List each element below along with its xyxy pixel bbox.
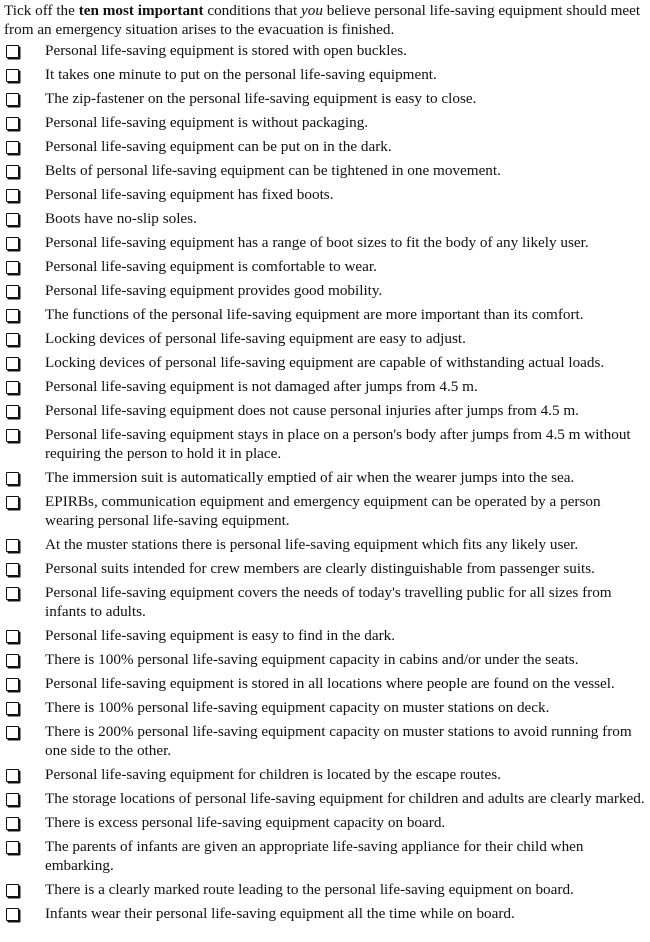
- checklist-item: [4, 353, 650, 372]
- checklist-item: [4, 137, 650, 156]
- checkbox-icon[interactable]: [6, 333, 19, 346]
- checklist-item: [4, 377, 650, 396]
- checklist-item: [4, 722, 650, 760]
- checklist-item: [4, 257, 650, 276]
- checklist-item-label: The zip-fastener on the personal life-saving equipment is easy to close.: [45, 90, 477, 107]
- checkbox-icon[interactable]: [6, 381, 19, 394]
- checklist-item-label: Locking devices of personal life-saving equipment are capable of withstanding actual loads.: [45, 354, 605, 371]
- instructions-italic: you: [301, 2, 323, 19]
- checkbox-icon[interactable]: [6, 405, 19, 418]
- checklist-item-label: There is 200% personal life-saving equipment capacity on muster stations to avoid running from one side to the other.: [45, 723, 632, 759]
- checklist-item-label: The parents of infants are given an appropriate life-saving appliance for their child when embarking.: [45, 838, 584, 874]
- checkbox-icon[interactable]: [6, 884, 19, 897]
- checkbox-icon[interactable]: [6, 769, 19, 782]
- checklist-item: [4, 113, 650, 132]
- checklist-item-label: There is 100% personal life-saving equipment capacity in cabins and/or under the seats.: [45, 651, 579, 668]
- checklist-item: [4, 674, 650, 693]
- checklist-item-label: Personal life-saving equipment stays in place on a person's body after jumps from 4.5 m without requiring the person to hold it in place.: [45, 426, 631, 462]
- checkbox-icon[interactable]: [6, 357, 19, 370]
- instructions-text-2: conditions that: [203, 2, 301, 19]
- checkbox-icon[interactable]: [6, 309, 19, 322]
- checklist-item: [4, 765, 650, 784]
- checkbox-icon[interactable]: [6, 630, 19, 643]
- checkbox-icon[interactable]: [6, 117, 19, 130]
- checklist-item: [4, 837, 650, 875]
- checklist-item: [4, 305, 650, 324]
- checklist-item: [4, 329, 650, 348]
- checklist-item-label: Locking devices of personal life-saving equipment are easy to adjust.: [45, 330, 466, 347]
- instructions-text-3: believe personal life-saving equipment should meet from an emergency situation arises to the evacuation is finished.: [4, 2, 641, 38]
- checklist-item-label: At the muster stations there is personal life-saving equipment which fits any likely user.: [45, 536, 579, 553]
- checklist-item-label: Personal life-saving equipment provides good mobility.: [45, 282, 383, 299]
- checklist-item-label: Personal life-saving equipment has a range of boot sizes to fit the body of any likely user.: [45, 234, 589, 251]
- checklist-item-label: It takes one minute to put on the personal life-saving equipment.: [45, 66, 437, 83]
- checklist-item: [4, 698, 650, 717]
- checklist-item-label: The storage locations of personal life-saving equipment for children and adults are clearly marked.: [45, 790, 645, 807]
- checklist-item-label: There is a clearly marked route leading to the personal life-saving equipment on board.: [45, 881, 574, 898]
- checklist-item: [4, 880, 650, 899]
- checklist-item-label: Boots have no-slip soles.: [45, 210, 197, 227]
- checklist-item: [4, 425, 650, 463]
- checklist-item-label: Personal life-saving equipment is stored in all locations where people are found on the vessel.: [45, 675, 615, 692]
- checklist-item-label: Personal life-saving equipment for children is located by the escape routes.: [45, 766, 501, 783]
- checkbox-icon[interactable]: [6, 678, 19, 691]
- checklist-item-label: Personal life-saving equipment is stored with open buckles.: [45, 42, 407, 59]
- checklist-item-label: Personal life-saving equipment covers the needs of today's travelling public for all sizes from infants to adults.: [45, 584, 612, 620]
- checklist-item: [4, 281, 650, 300]
- checkbox-icon[interactable]: [6, 539, 19, 552]
- checklist-item-label: There is 100% personal life-saving equipment capacity on muster stations on deck.: [45, 699, 550, 716]
- checkbox-icon[interactable]: [6, 587, 19, 600]
- checklist-item: [4, 41, 650, 60]
- checklist: [4, 41, 650, 923]
- checkbox-icon[interactable]: [6, 429, 19, 442]
- checkbox-icon[interactable]: [6, 654, 19, 667]
- checklist-item: [4, 468, 650, 487]
- checkbox-icon[interactable]: [6, 93, 19, 106]
- checkbox-icon[interactable]: [6, 213, 19, 226]
- checkbox-icon[interactable]: [6, 793, 19, 806]
- instructions-text-1: Tick off the: [4, 2, 79, 19]
- checklist-item: [4, 626, 650, 645]
- checkbox-icon[interactable]: [6, 45, 19, 58]
- checklist-item-label: Personal life-saving equipment has fixed boots.: [45, 186, 334, 203]
- checkbox-icon[interactable]: [6, 817, 19, 830]
- checklist-item-label: Personal suits intended for crew members are clearly distinguishable from passenger suits.: [45, 560, 595, 577]
- checklist-item-label: There is excess personal life-saving equipment capacity on board.: [45, 814, 446, 831]
- checkbox-icon[interactable]: [6, 702, 19, 715]
- checklist-item: [4, 535, 650, 554]
- checkbox-icon[interactable]: [6, 726, 19, 739]
- checklist-item: [4, 559, 650, 578]
- checklist-item: [4, 904, 650, 923]
- checklist-item-label: Personal life-saving equipment is not damaged after jumps from 4.5 m.: [45, 378, 478, 395]
- checkbox-icon[interactable]: [6, 908, 19, 921]
- checklist-item-label: Personal life-saving equipment can be put on in the dark.: [45, 138, 392, 155]
- checklist-item-label: Personal life-saving equipment is comfortable to wear.: [45, 258, 377, 275]
- checkbox-icon[interactable]: [6, 189, 19, 202]
- checkbox-icon[interactable]: [6, 285, 19, 298]
- checklist-item: [4, 813, 650, 832]
- checklist-item-label: Personal life-saving equipment is easy to find in the dark.: [45, 627, 396, 644]
- checkbox-icon[interactable]: [6, 261, 19, 274]
- checklist-item: [4, 583, 650, 621]
- checklist-item: [4, 209, 650, 228]
- checklist-item: [4, 492, 650, 530]
- checklist-item: [4, 401, 650, 420]
- checklist-item: [4, 650, 650, 669]
- checklist-item-label: EPIRBs, communication equipment and emergency equipment can be operated by a person wearing personal life-saving equipment.: [45, 493, 601, 529]
- instructions-emphasis: ten most important: [78, 2, 204, 19]
- checklist-item-label: Personal life-saving equipment is without packaging.: [45, 114, 369, 131]
- checkbox-icon[interactable]: [6, 472, 19, 485]
- checklist-item-label: The immersion suit is automatically emptied of air when the wearer jumps into the sea.: [45, 469, 575, 486]
- checklist-item-label: Personal life-saving equipment does not cause personal injuries after jumps from 4.5 m.: [45, 402, 579, 419]
- checkbox-icon[interactable]: [6, 141, 19, 154]
- instructions: [4, 1, 650, 39]
- checklist-item: [4, 789, 650, 808]
- checklist-item: [4, 233, 650, 252]
- checklist-item: [4, 185, 650, 204]
- checkbox-icon[interactable]: [6, 237, 19, 250]
- checkbox-icon[interactable]: [6, 165, 19, 178]
- checklist-item-label: Belts of personal life-saving equipment can be tightened in one movement.: [45, 162, 501, 179]
- checklist-item: [4, 65, 650, 84]
- checkbox-icon[interactable]: [6, 496, 19, 509]
- checklist-item: [4, 89, 650, 108]
- checkbox-icon[interactable]: [6, 841, 19, 854]
- checklist-item-label: The functions of the personal life-saving equipment are more important than its comfort.: [45, 306, 584, 323]
- checkbox-icon[interactable]: [6, 563, 19, 576]
- checklist-item-label: Infants wear their personal life-saving equipment all the time while on board.: [45, 905, 515, 922]
- checkbox-icon[interactable]: [6, 69, 19, 82]
- checklist-item: [4, 161, 650, 180]
